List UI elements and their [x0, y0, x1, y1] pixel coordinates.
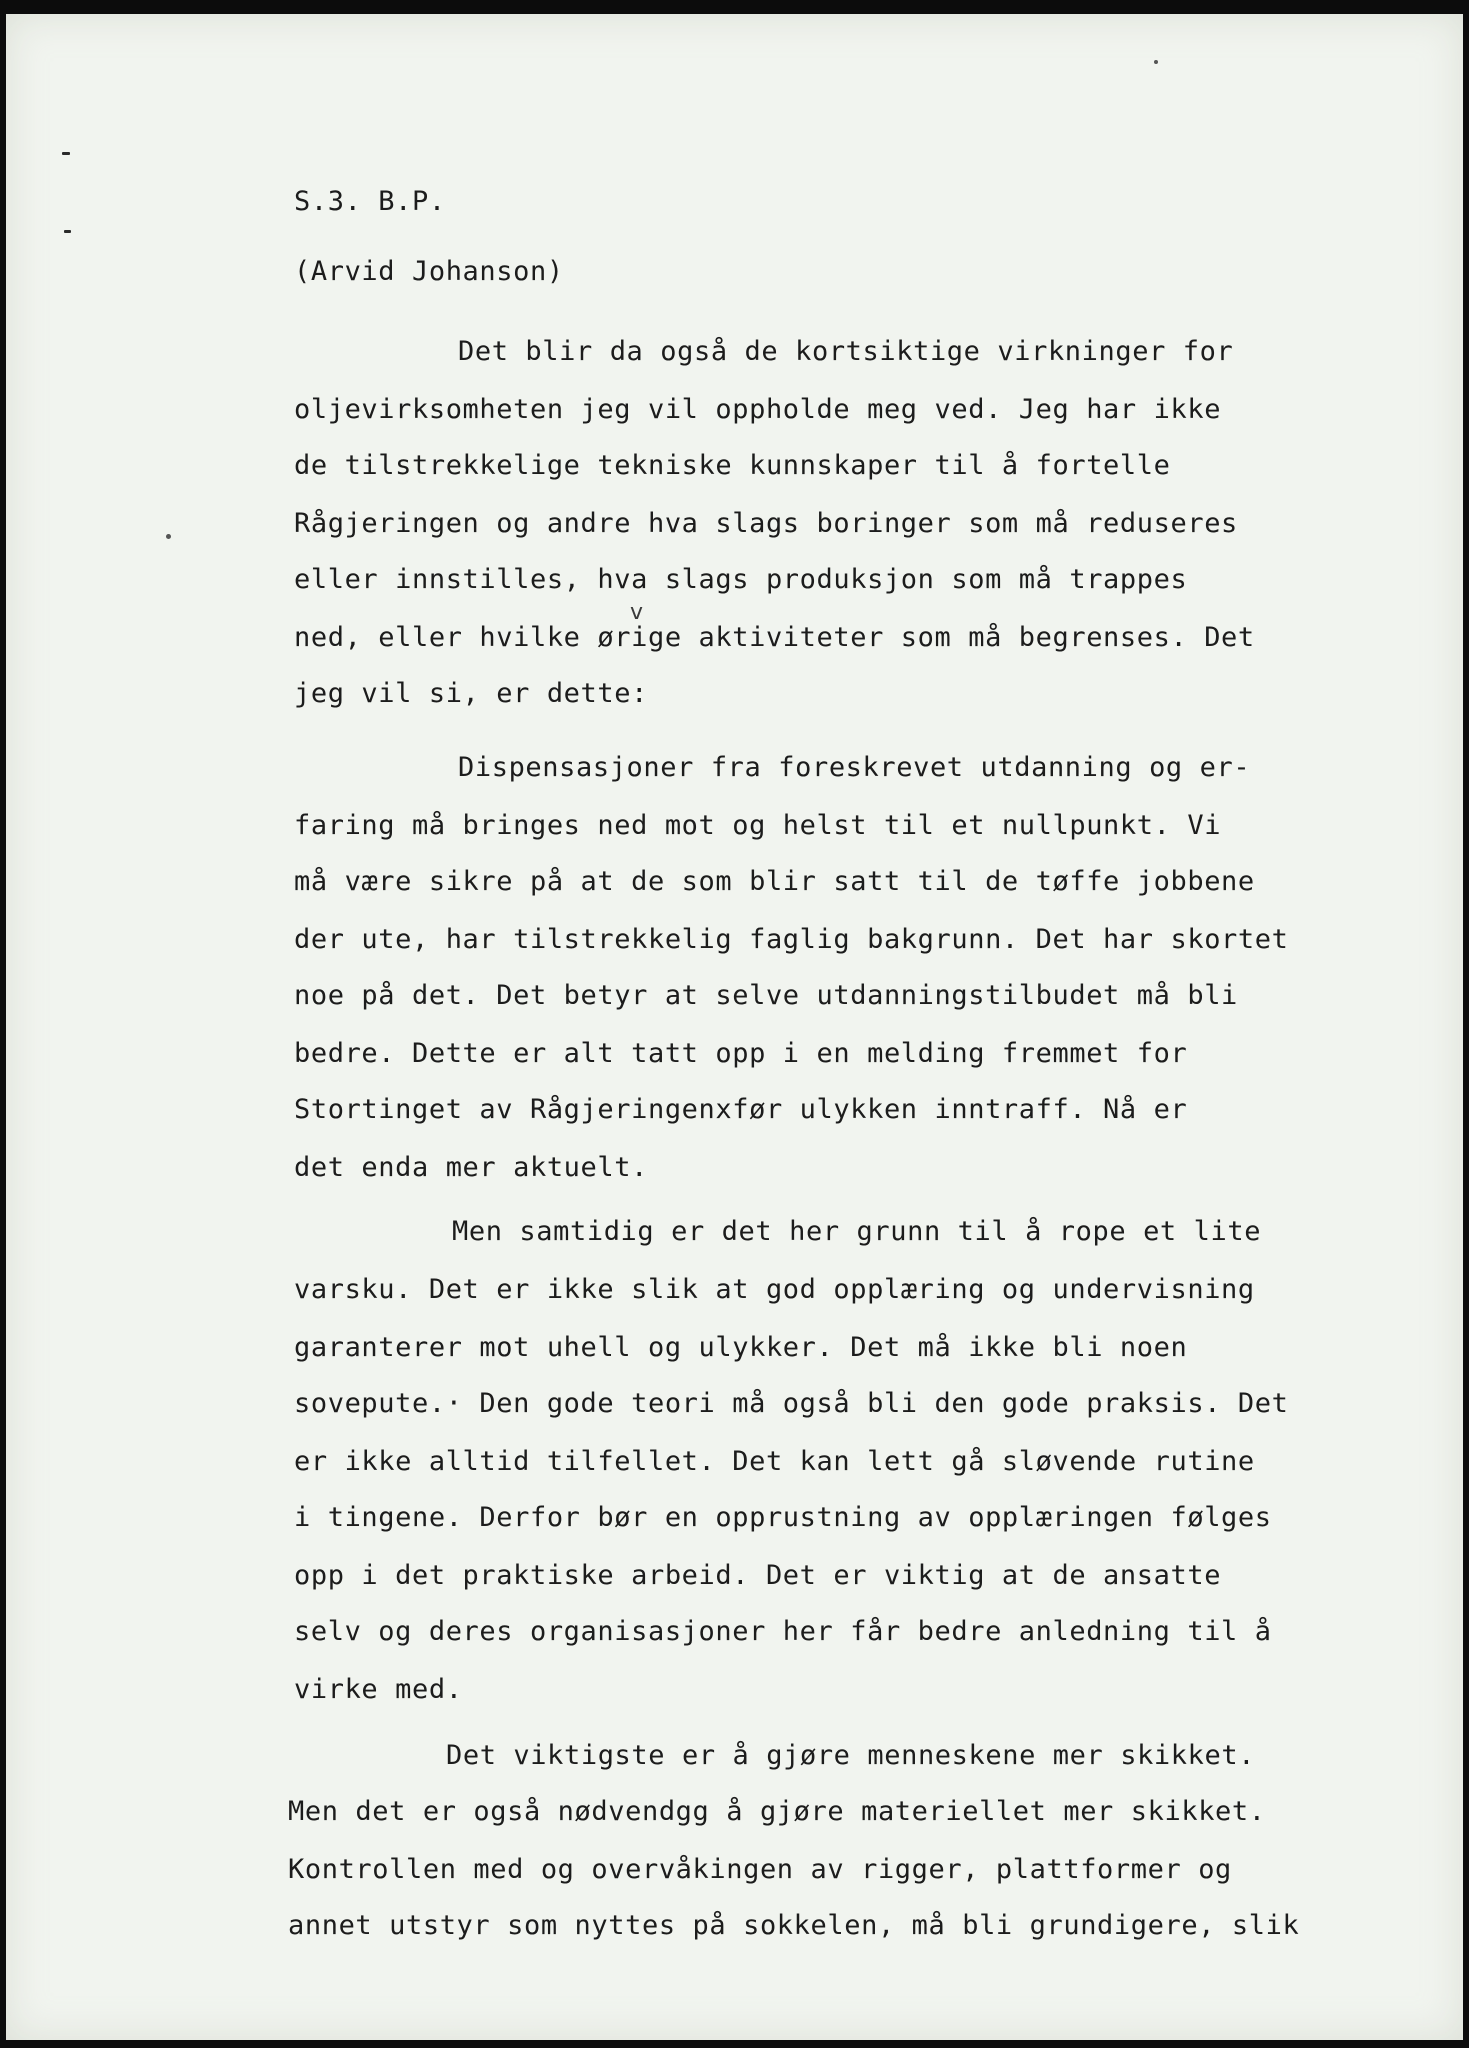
text-line: Men samtidig er det her grunn til å rope et lite: [452, 1216, 1262, 1247]
text-line: jeg vil si, er dette:: [294, 678, 648, 709]
text-line: ned, eller hvilke ørige aktiviteter som må begrenses. Det: [294, 622, 1255, 653]
margin-mark: [64, 230, 71, 233]
text-line: selv og deres organisasjoner her får bedre anledning til å: [294, 1616, 1272, 1647]
speaker-name: (Arvid Johanson): [294, 256, 564, 287]
text-line: må være sikre på at de som blir satt til de tøffe jobbene: [294, 866, 1255, 897]
margin-dot: [166, 534, 171, 539]
margin-mark: [62, 152, 70, 155]
text-line: eller innstilles, hva slags produksjon som må trappes: [294, 564, 1188, 595]
text-line: det enda mer aktuelt.: [294, 1152, 648, 1183]
text-line: sovepute.· Den gode teori må også bli den gode praksis. Det: [294, 1388, 1289, 1419]
text-line: bedre. Dette er alt tatt opp i en melding fremmet for: [294, 1038, 1188, 1069]
margin-dot: [1154, 60, 1158, 64]
text-line: oljevirksomheten jeg vil oppholde meg ved. Jeg har ikke: [294, 394, 1222, 425]
text-line: er ikke alltid tilfellet. Det kan lett gå sløvende rutine: [294, 1446, 1255, 1477]
text-line: noe på det. Det betyr at selve utdanningstilbudet må bli: [294, 980, 1238, 1011]
text-line: de tilstrekkelige tekniske kunnskaper til å fortelle: [294, 450, 1171, 481]
text-line: annet utstyr som nyttes på sokkelen, må bli grundigere, slik: [288, 1910, 1300, 1941]
text-line: Det blir da også de kortsiktige virkninger for: [458, 336, 1234, 367]
text-line: Men det er også nødvendgg å gjøre materiellet mer skikket.: [288, 1796, 1266, 1827]
text-line: der ute, har tilstrekkelig faglig bakgrunn. Det har skortet: [294, 924, 1289, 955]
text-line: Dispensasjoner fra foreskrevet utdanning og er-: [458, 752, 1251, 783]
text-line: faring må bringes ned mot og helst til et nullpunkt. Vi: [294, 810, 1222, 841]
text-line: i tingene. Derfor bør en opprustning av opplæringen følges: [294, 1502, 1272, 1533]
text-line: Kontrollen med og overvåkingen av rigger, plattformer og: [288, 1854, 1232, 1885]
text-line: Rågjeringen og andre hva slags boringer som må reduseres: [294, 508, 1238, 539]
document-page: [6, 14, 1463, 2040]
text-line: varsku. Det er ikke slik at god opplæring og undervisning: [294, 1274, 1255, 1305]
document-reference: S.3. B.P.: [294, 186, 446, 217]
text-line: Det viktigste er å gjøre menneskene mer skikket.: [446, 1740, 1256, 1771]
handwritten-correction: v: [630, 600, 644, 625]
text-line: Stortinget av Rågjeringenxfør ulykken inntraff. Nå er: [294, 1094, 1188, 1125]
text-line: opp i det praktiske arbeid. Det er viktig at de ansatte: [294, 1560, 1222, 1591]
text-line: virke med.: [294, 1674, 463, 1705]
text-line: garanterer mot uhell og ulykker. Det må ikke bli noen: [294, 1332, 1188, 1363]
